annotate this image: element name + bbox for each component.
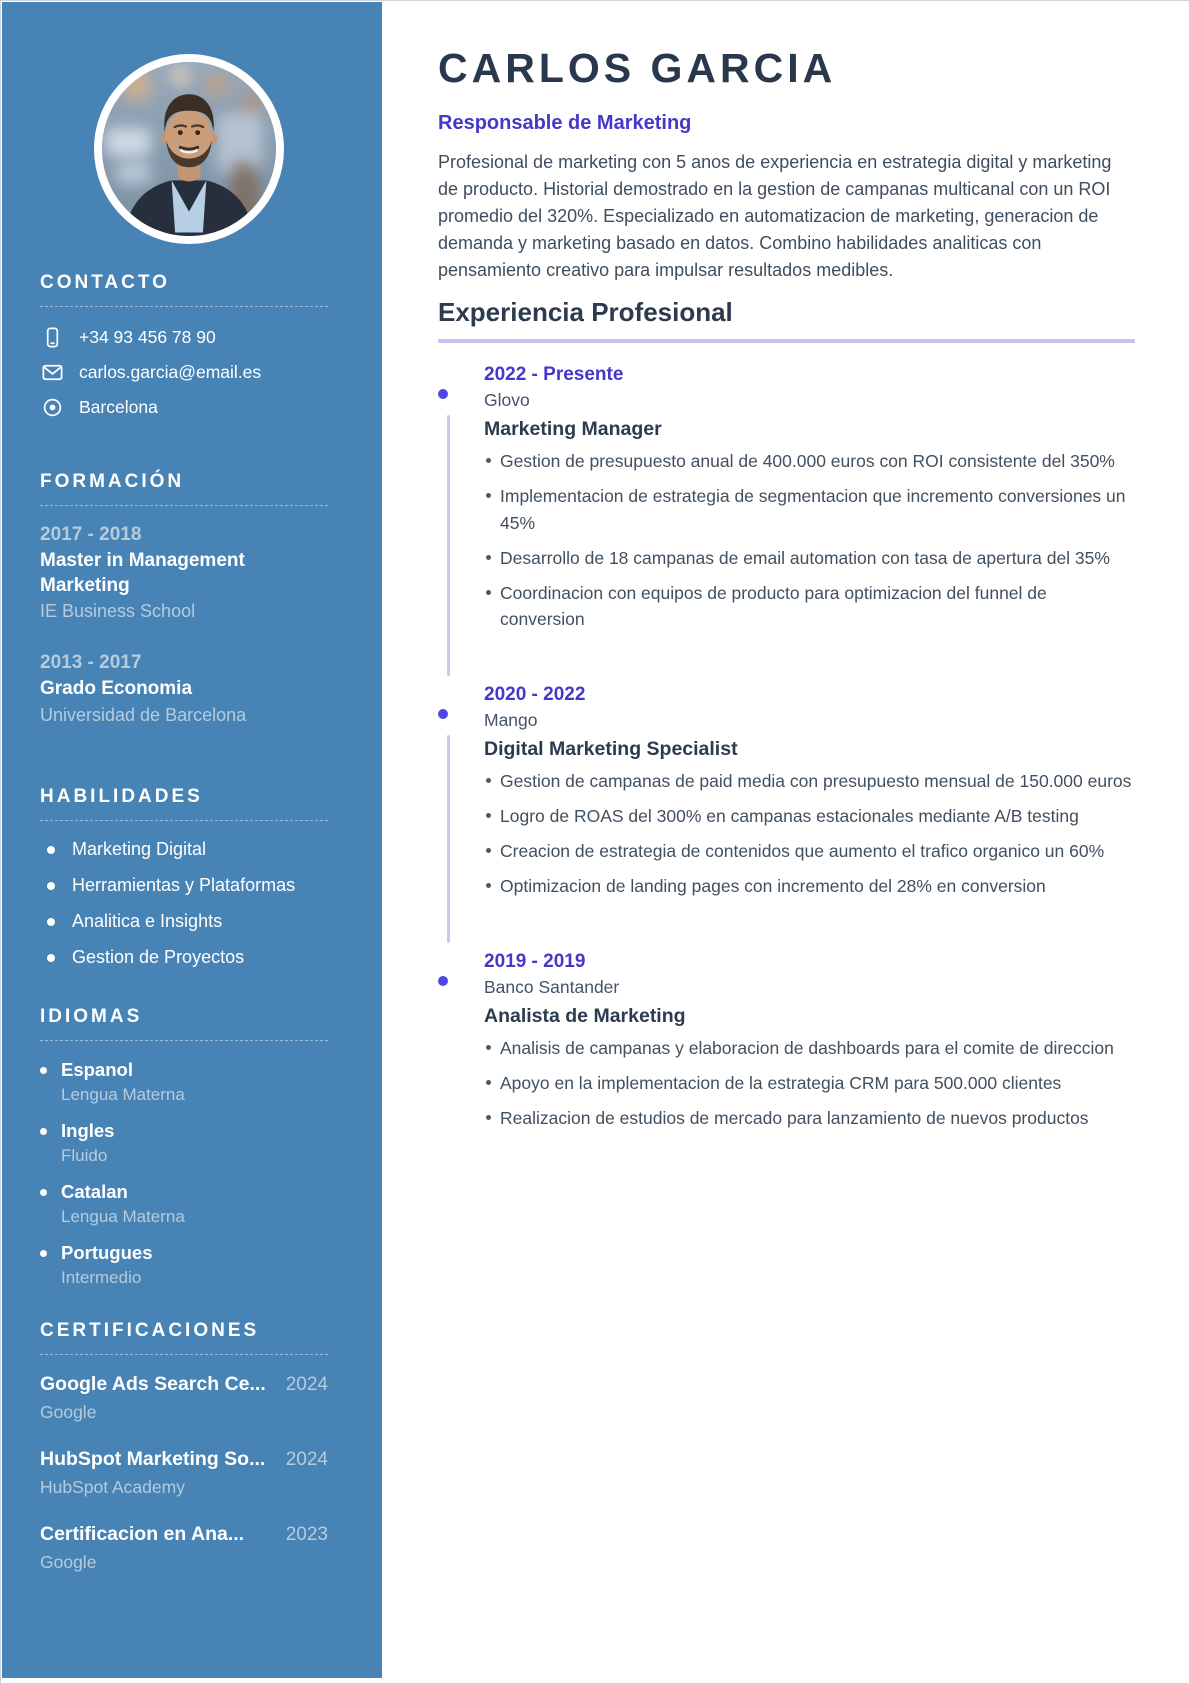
certification-name: HubSpot Marketing So... bbox=[40, 1448, 266, 1471]
page-title: CARLOS GARCIA bbox=[438, 45, 837, 91]
email-icon bbox=[41, 361, 64, 384]
certification-issuer: Google bbox=[40, 1402, 97, 1423]
experience-bullet: Coordinacion con equipos de producto para optimizacion del funnel de conversion bbox=[484, 580, 1135, 633]
education-list bbox=[40, 524, 328, 726]
skills-section bbox=[40, 786, 328, 968]
certification-name: Certificacion en Ana... bbox=[40, 1523, 245, 1546]
contact-item bbox=[40, 360, 328, 384]
experience-dates: 2019 - 2019 bbox=[484, 950, 586, 972]
language-item bbox=[40, 1242, 328, 1288]
contact-item-text: +34 93 456 78 90 bbox=[79, 326, 216, 347]
certification-issuer: Google bbox=[40, 1552, 97, 1573]
certification-name: Google Ads Search Ce... bbox=[40, 1373, 266, 1396]
skill-label: Analitica e Insights bbox=[72, 911, 223, 932]
bullet-dot-icon bbox=[40, 1250, 47, 1257]
sidebar bbox=[2, 2, 382, 1678]
timeline-dot-icon bbox=[438, 976, 448, 986]
experience-bullet: Analisis de campanas y elaboracion de dashboards para el comite de direccion bbox=[484, 1035, 1135, 1061]
education-school: Universidad de Barcelona bbox=[40, 705, 247, 726]
experience-role: Marketing Manager bbox=[484, 418, 662, 440]
timeline-dot-icon bbox=[438, 709, 448, 719]
certification-issuer: HubSpot Academy bbox=[40, 1477, 185, 1498]
certification-year: 2023 bbox=[285, 1524, 328, 1546]
language-name: Catalan bbox=[61, 1181, 128, 1203]
education-item bbox=[40, 652, 328, 726]
bullet-dot-icon bbox=[47, 918, 55, 926]
bullet-dot-icon bbox=[40, 1189, 47, 1196]
education-item bbox=[40, 524, 328, 622]
language-item bbox=[40, 1059, 328, 1105]
education-degree: Master in Management Marketing bbox=[40, 550, 245, 596]
skill-item bbox=[40, 875, 328, 896]
language-level: Fluido bbox=[61, 1146, 108, 1166]
skill-label: Marketing Digital bbox=[72, 839, 207, 860]
phone-icon bbox=[41, 326, 64, 349]
contact-item-icon bbox=[40, 360, 64, 384]
languages-section bbox=[40, 1006, 328, 1288]
skill-label: Gestion de Proyectos bbox=[72, 947, 245, 968]
certification-year: 2024 bbox=[285, 1374, 328, 1396]
skill-item bbox=[40, 839, 328, 860]
languages-list bbox=[40, 1059, 328, 1288]
education-degree: Grado Economia bbox=[40, 678, 193, 700]
experience-bullet: Gestion de campanas de paid media con presupuesto mensual de 150.000 euros bbox=[484, 768, 1135, 794]
bullet-dot-icon bbox=[40, 1128, 47, 1135]
experience-bullet: Optimizacion de landing pages con incremento del 28% en conversion bbox=[484, 873, 1135, 899]
language-level: Intermedio bbox=[61, 1268, 142, 1288]
bullet-dot-icon bbox=[47, 954, 55, 962]
experience-company: Banco Santander bbox=[484, 976, 620, 997]
skills-list bbox=[40, 839, 328, 968]
education-dates: 2013 - 2017 bbox=[40, 652, 142, 674]
experience-role: Digital Marketing Specialist bbox=[484, 737, 738, 760]
skill-item bbox=[40, 947, 328, 968]
timeline-dot-icon bbox=[438, 389, 448, 399]
language-level: Lengua Materna bbox=[61, 1085, 185, 1105]
contact-item-text: Barcelona bbox=[79, 396, 158, 417]
experience-item bbox=[438, 684, 1135, 951]
profile-photo bbox=[94, 54, 284, 244]
experience-bullet: Gestion de presupuesto anual de 400.000 euros con ROI consistente del 350% bbox=[484, 448, 1135, 474]
certifications-list bbox=[40, 1373, 328, 1573]
education-school: IE Business School bbox=[40, 601, 196, 622]
language-level: Lengua Materna bbox=[61, 1207, 185, 1227]
certifications-section bbox=[40, 1320, 328, 1573]
experience-bullets bbox=[484, 448, 1135, 633]
experience-dates: 2020 - 2022 bbox=[484, 683, 586, 705]
education-section bbox=[40, 471, 328, 726]
main-content bbox=[382, 2, 1190, 1678]
language-name: Ingles bbox=[61, 1120, 115, 1142]
contact-item bbox=[40, 325, 328, 349]
contact-item-text: carlos.garcia@email.es bbox=[79, 361, 262, 382]
certification-item bbox=[40, 1523, 328, 1573]
languages-heading: IDIOMAS bbox=[40, 1006, 328, 1041]
experience-heading: Experiencia Profesional bbox=[438, 297, 1135, 343]
certification-item bbox=[40, 1448, 328, 1498]
contact-heading: CONTACTO bbox=[40, 272, 328, 307]
experience-dates: 2022 - Presente bbox=[484, 364, 624, 385]
contact-item-icon bbox=[40, 325, 64, 349]
education-dates: 2017 - 2018 bbox=[40, 524, 142, 545]
contact-list bbox=[40, 325, 328, 419]
location-icon bbox=[41, 396, 64, 419]
certifications-heading: CERTIFICACIONES bbox=[40, 1320, 328, 1355]
contact-item bbox=[40, 395, 328, 419]
bullet-dot-icon bbox=[47, 882, 55, 890]
experience-bullets bbox=[484, 1035, 1135, 1132]
skill-label: Herramientas y Plataformas bbox=[72, 875, 296, 896]
experience-bullet: Realizacion de estudios de mercado para lanzamiento de nuevos productos bbox=[484, 1105, 1135, 1131]
experience-bullet: Desarrollo de 18 campanas de email automation con tasa de apertura del 35% bbox=[484, 545, 1135, 571]
language-name: Portugues bbox=[61, 1242, 153, 1264]
contact-item-icon bbox=[40, 395, 64, 419]
experience-item bbox=[438, 364, 1135, 684]
contact-section bbox=[40, 272, 328, 419]
language-item bbox=[40, 1181, 328, 1227]
skills-heading: HABILIDADES bbox=[40, 786, 328, 821]
summary-text: Profesional de marketing con 5 anos de experiencia en estrategia digital y marketing de producto. Historial demostrado en la gestion de campanas multicanal con un ROI promedio del 320%. Especializado en automatizacion de marketing, generacion de demanda y marketing basado en datos. Combino habilidades analiticas con pensamiento creativo para impulsar resultados medibles. bbox=[438, 152, 1112, 280]
bullet-dot-icon bbox=[40, 1067, 47, 1074]
certification-year: 2024 bbox=[285, 1449, 328, 1471]
experience-item bbox=[438, 951, 1135, 1183]
experience-role: Analista de Marketing bbox=[484, 1004, 686, 1027]
profile-photo-illustration bbox=[102, 62, 276, 236]
experience-company: Mango bbox=[484, 709, 538, 730]
experience-bullet: Implementacion de estrategia de segmentacion que incremento conversiones un 45% bbox=[484, 483, 1135, 536]
skill-item bbox=[40, 911, 328, 932]
certification-item bbox=[40, 1373, 328, 1423]
language-item bbox=[40, 1120, 328, 1166]
language-name: Espanol bbox=[61, 1059, 133, 1081]
experience-bullets bbox=[484, 768, 1135, 900]
experience-list bbox=[438, 364, 1135, 1182]
job-title: Responsable de Marketing bbox=[438, 112, 692, 134]
experience-bullet: Apoyo en la implementacion de la estrategia CRM para 500.000 clientes bbox=[484, 1070, 1135, 1096]
education-heading: FORMACIÓN bbox=[40, 471, 328, 506]
experience-bullet: Logro de ROAS del 300% en campanas estacionales mediante A/B testing bbox=[484, 803, 1135, 829]
experience-bullet: Creacion de estrategia de contenidos que aumento el trafico organico un 60% bbox=[484, 838, 1135, 864]
experience-company: Glovo bbox=[484, 390, 530, 410]
bullet-dot-icon bbox=[47, 846, 55, 854]
